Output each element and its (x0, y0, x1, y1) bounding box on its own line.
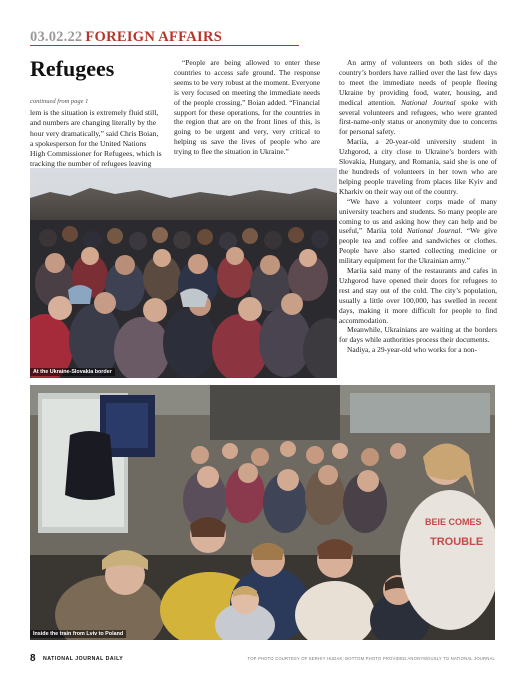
continued-note: continued from page 1 (30, 98, 89, 105)
paragraph: Nadiya, a 29-year-old who works for a non- (347, 345, 477, 355)
issue-date: 03.02.22 (30, 29, 83, 45)
photo-caption: At the Ukraine-Slovakia border (30, 368, 115, 376)
border-crowd-photo (30, 168, 337, 378)
section-header (30, 28, 299, 46)
train-interior-photo (30, 385, 495, 640)
publication-name: NATIONAL JOURNAL DAILY (43, 656, 124, 662)
sweater-text-line-2: TROUBLE (430, 536, 484, 548)
paragraph: Mariia, a 20-year-old university student in Uzhgorod, a city close to Ukraine’s borders with Slovakia, Hungary, and Romania, said she is one of the hundreds of volunteers in her town who are helping people traveling from places like Kyiv and Kharkiv on their way out of the country. (339, 137, 497, 196)
paragraph: “People are being allowed to enter these countries to access safe ground. The response seems to be very robust at the moment. Everyone is very focused on meeting the immediate needs of the people crossing,” Boian added. “Financial support for these operations, for the countries in the region that are on the front lines of this, is going to be urgent and very, very critical to helping us save the lives of people who are trying to flee the situation in Ukraine.” (174, 58, 320, 157)
section-title: FOREIGN AFFAIRS (85, 29, 223, 45)
sweater-text-line-1: BEIE COMES (425, 517, 482, 527)
paragraph: An army of volunteers on both sides of the country’s borders have rallied over the last few days to meet the immediate needs of people fleeing Ukraine by providing food, water, housing, and medical attention. National Journal spoke with several volunteers and refugees, who were granted first-name-only status or anonymity due to concerns for personal safety. (339, 58, 498, 137)
paragraph: Mariia said many of the restaurants and cafes in Uzhgorod have opened their doors for refugees to rest and stay out of the cold. The city’s population, usually a little over 100,000, has swelled in recent days, making it more difficult for people to find accommodation. (339, 266, 497, 325)
article-headline: Refugees (30, 56, 115, 81)
article-column-3 (339, 58, 497, 355)
photo-credit: TOP PHOTO COURTESY OF SERHIY HUDAK; BOTTOM PHOTO PROVIDED ANONYMOUSLY TO NATIONAL JOURNAL (247, 656, 495, 661)
paragraph: “We have a volunteer corps made of many university teachers and students. So many people are coming to us and asking how they can help and be useful,” Mariia told National Journal. “We give people tea and coffee and sandwiches or clothes. People have also started collecting medicine or military equipment for the Ukrainian army.” (339, 196, 497, 266)
border-crowd-image (30, 168, 337, 378)
photo-caption: Inside the train from Lviv to Poland (30, 630, 126, 638)
paragraph: Meanwhile, Ukrainians are waiting at the borders for days while authorities process their documents. (339, 325, 497, 345)
article-column-2 (174, 58, 320, 157)
paragraph: lem is the situation is extremely fluid still, and numbers are changing literally by the hour very dramatically,” said Chris Boian, a spokesperson for the United Nations High Commissioner for Refugees, which is tracking the number of refugees leaving (30, 108, 162, 169)
page-number: 8 (30, 653, 36, 664)
train-interior-image (30, 385, 495, 640)
